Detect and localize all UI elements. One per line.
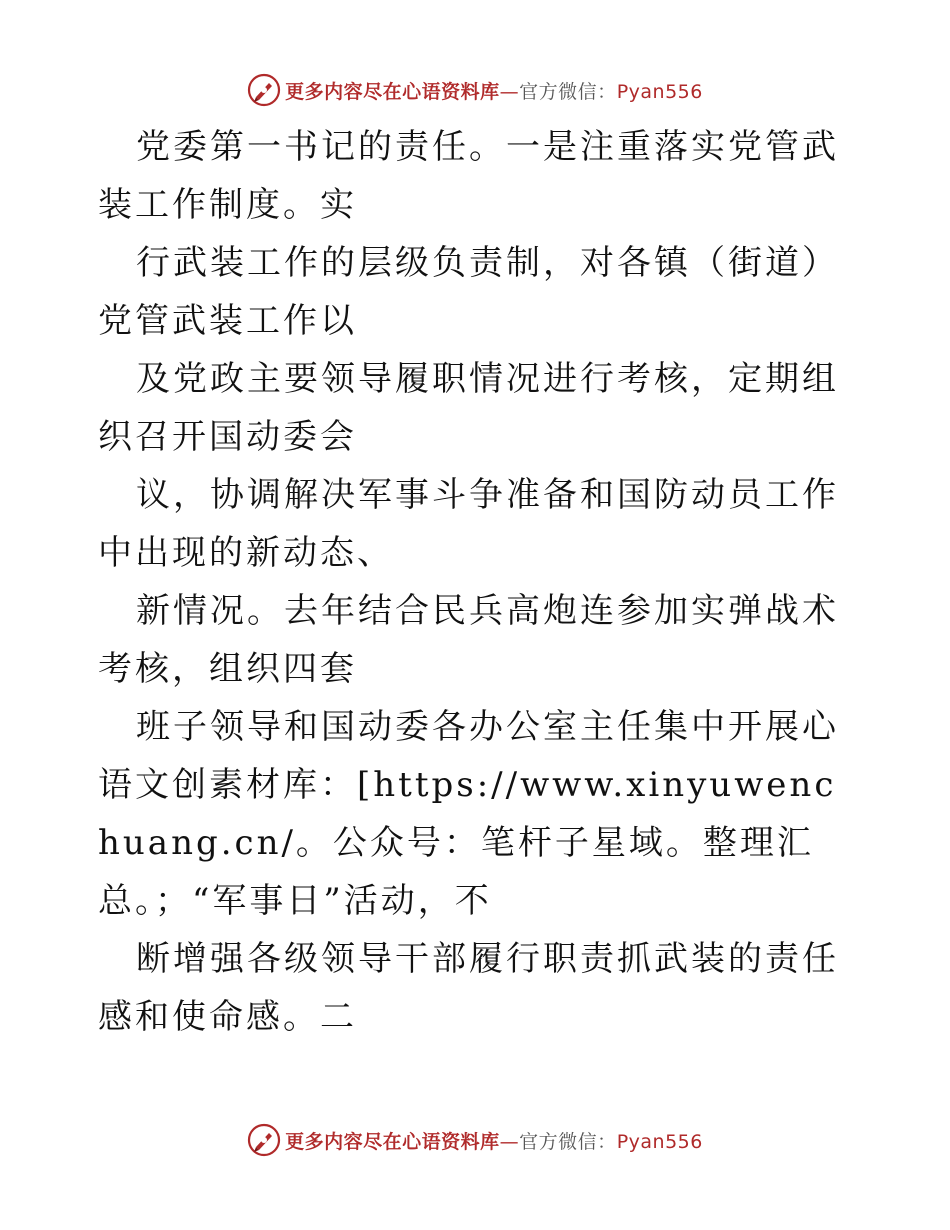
watermark-dash: — xyxy=(499,1130,520,1153)
document-body xyxy=(98,118,858,1046)
watermark-brand: 更多内容尽在心语资料库 xyxy=(285,80,500,103)
paragraph: 党委第一书记的责任。一是注重落实党管武装工作制度。实 xyxy=(98,127,839,225)
header-watermark xyxy=(0,70,950,110)
paragraph: 议，协调解决军事斗争准备和国防动员工作中出现的新动态、 xyxy=(98,475,839,573)
pen-logo-icon xyxy=(247,1123,281,1157)
watermark-text xyxy=(285,1127,703,1154)
watermark-label: 官方微信： xyxy=(519,80,617,103)
paragraph: 班子领导和国动委各办公室主任集中开展心语文创素材库：[https://www.xinyuwenchuang.cn/。公众号：笔杆子星域。整理汇总。；“军事日”活动，不 xyxy=(98,707,839,921)
paragraph: 断增强各级领导干部履行职责抓武装的责任感和使命感。二 xyxy=(98,939,839,1037)
paragraph: 新情况。去年结合民兵高炮连参加实弹战术考核，组织四套 xyxy=(98,591,839,689)
paragraph: 行武装工作的层级负责制，对各镇（街道）党管武装工作以 xyxy=(98,243,839,341)
watermark-dash: — xyxy=(499,80,520,103)
watermark-wechat-id: Pyan556 xyxy=(616,80,703,103)
paragraph: 及党政主要领导履职情况进行考核，定期组织召开国动委会 xyxy=(98,359,839,457)
watermark-label: 官方微信： xyxy=(519,1130,617,1153)
watermark-text xyxy=(285,77,703,104)
watermark-brand: 更多内容尽在心语资料库 xyxy=(285,1130,500,1153)
footer-watermark xyxy=(0,1120,950,1160)
watermark-wechat-id: Pyan556 xyxy=(616,1130,703,1153)
pen-logo-icon xyxy=(247,73,281,107)
